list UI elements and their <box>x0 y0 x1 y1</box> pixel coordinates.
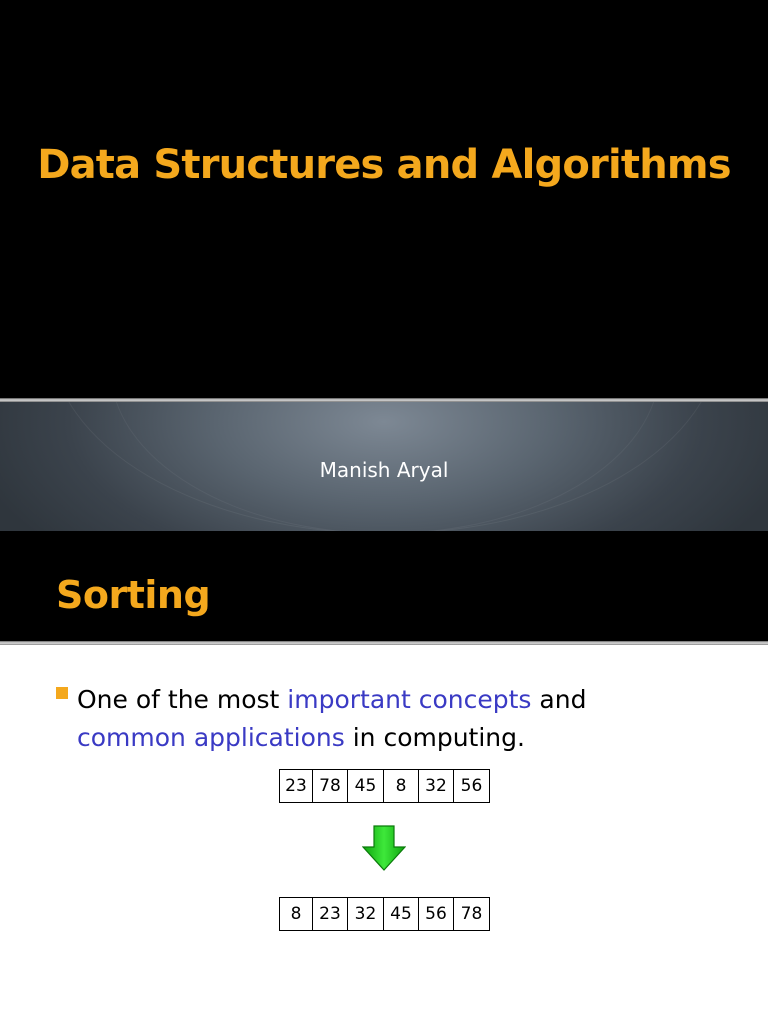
array-cell: 8 <box>280 898 313 930</box>
array-cell: 45 <box>384 898 419 930</box>
bullet-point <box>56 681 736 757</box>
bullet-text-part: and <box>531 685 587 714</box>
highlight-text: important concepts <box>287 685 532 714</box>
bullet-text <box>77 681 736 757</box>
sorted-array <box>279 897 490 931</box>
array-cell: 45 <box>348 770 384 802</box>
array-cell: 78 <box>313 770 348 802</box>
array-cell: 23 <box>313 898 348 930</box>
bullet-square-icon <box>56 687 68 699</box>
slide-title: Data Structures and Algorithms <box>37 142 731 188</box>
bullet-text-part: One of the most <box>77 685 288 714</box>
slide-heading: Sorting <box>56 573 211 617</box>
array-cell: 56 <box>460 776 483 796</box>
array-cell: 23 <box>280 770 313 802</box>
array-cell: 32 <box>419 770 454 802</box>
array-cell: 32 <box>348 898 384 930</box>
bullet-text-part: in computing. <box>344 723 525 752</box>
unsorted-array <box>279 769 490 803</box>
highlight-text: common applications <box>77 723 345 752</box>
separator-line <box>0 641 768 645</box>
sorting-slide <box>0 531 768 1024</box>
array-cell: 78 <box>460 904 483 924</box>
down-arrow-icon <box>362 825 406 871</box>
author-name: Manish Aryal <box>319 458 449 482</box>
slide-header <box>0 531 768 641</box>
array-cell: 8 <box>384 770 419 802</box>
subtitle-band <box>0 402 768 531</box>
array-cell: 56 <box>419 898 454 930</box>
title-area <box>0 0 768 398</box>
